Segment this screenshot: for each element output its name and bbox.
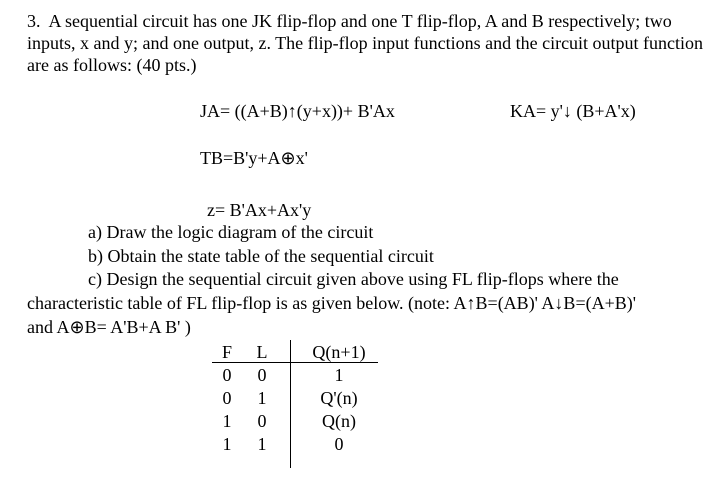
table-cell: 0 [334,434,344,454]
table-cell: 0 [257,365,267,385]
table-cell: 1 [222,411,232,431]
table-cell: 1 [257,388,267,408]
equation-ja: JA= ((A+B)↑(y+x))+ B'Ax [200,101,395,121]
table-column-divider [290,340,291,468]
problem-intro-text: A sequential circuit has one JK flip-flop and one T flip-flop, A and B respectively; two inputs, x and y; and one output, z. The flip-flop input functions and the circuit output function are as follows: (40 pts.) [27,11,704,75]
table-header-l: L [256,342,268,362]
equation-z: z= B'Ax+Ax'y [207,200,312,220]
table-header-divider [212,362,378,363]
equation-tb: TB=B'y+A⊕x' [200,148,308,168]
part-b: b) Obtain the state table of the sequential circuit [88,246,434,266]
part-a: a) Draw the logic diagram of the circuit [88,222,374,242]
equation-ka: KA= y'↓ (B+A'x) [510,101,636,121]
table-cell: 0 [222,365,232,385]
table-cell: 1 [257,434,267,454]
part-c-line1: c) Design the sequential circuit given above using FL flip-flops where the [88,269,619,289]
problem-intro [27,10,722,76]
table-cell: 0 [257,411,267,431]
table-cell: 1 [222,434,232,454]
table-header-f: F [221,342,232,362]
problem-number: 3. [27,11,41,31]
table-cell: 0 [222,388,232,408]
table-cell: 1 [334,365,344,385]
part-c-line2: characteristic table of FL flip-flop is as given below. (note: A↑B=(AB)' A↓B=(A+B)' [27,293,636,313]
table-cell: Q'(n) [320,388,358,408]
part-c-line3: and A⊕B= A'B+A B' ) [27,317,191,337]
table-cell: Q(n) [322,411,356,431]
table-header-qnext: Q(n+1) [312,342,366,362]
